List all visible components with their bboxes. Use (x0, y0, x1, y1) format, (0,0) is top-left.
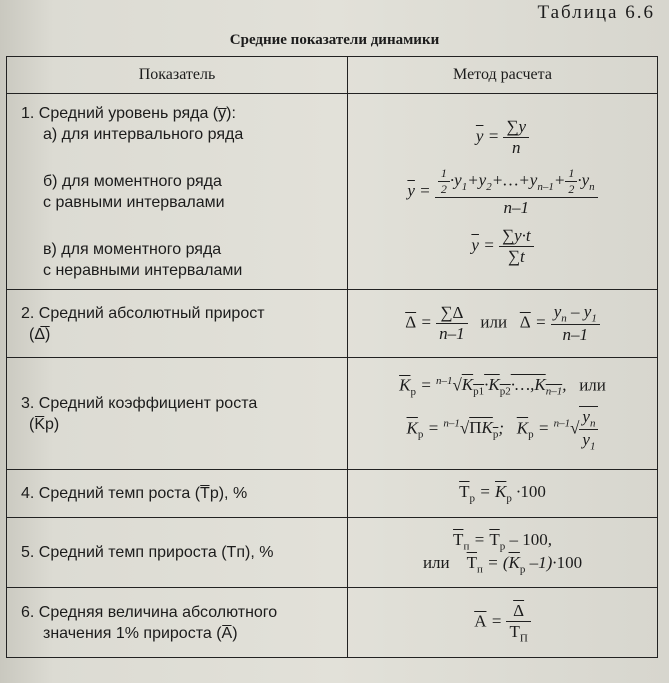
indicator-cell (7, 290, 348, 358)
hundred-value: 100 (522, 530, 548, 550)
header-indicator: Показатель (7, 57, 348, 94)
table-number: Таблица 6.6 (537, 2, 655, 23)
table-row (7, 358, 658, 470)
table-row (7, 290, 658, 358)
formula-interval: $\overline{y}$ = $\frac{\sum y}{n}$ (348, 113, 657, 162)
formula-cell (348, 518, 658, 588)
indicator-line: значения 1% прироста (A̅) (43, 624, 238, 642)
formula-cell (348, 94, 658, 290)
indicator-line: 5. Средний темп прироста (Tп), % (21, 544, 274, 561)
indicator-cell (7, 94, 348, 290)
header-row (7, 57, 658, 94)
indicator-line: (Δ̅) (29, 325, 51, 343)
or-word: или (480, 312, 508, 332)
indicator-cell (7, 518, 348, 588)
hundred-value: 100 (520, 482, 546, 502)
table-row (7, 588, 658, 658)
indicator-line: б) для моментного ряда (43, 172, 222, 190)
formula-moment-unequal: $\overline{y}$ = $\frac{\sum y\cdot t}{\sum t}$ (348, 222, 657, 271)
dynamics-table (6, 56, 658, 658)
indicator-cell (7, 588, 348, 658)
header-method: Метод расчета (348, 57, 658, 94)
formula-moment-equal: $\overline{y}$ = $\frac{1}{2}$ $\cdot y_1+y_2+\dots+y_{n-1}+$ $\frac{1}{2}$ $\cdot y_n$ n–1 (348, 162, 657, 222)
indicator-line: а) для интервального ряда (43, 125, 244, 143)
indicator-line: 1. Средний уровень ряда (y̅): (21, 104, 236, 122)
table-title: Средние показатели динамики (229, 32, 440, 48)
indicator-line: 6. Средняя величина абсолютного (21, 603, 278, 621)
formula-growth-coef-1: $\overline{K}_р$ = $^{n-1}√K_{р1}\cdot K_{р2}\cdot\dots,K_{n-1}$, или (399, 374, 606, 398)
or-word: или (422, 552, 450, 572)
indicator-line: 4. Средний темп роста (T̅р), % (21, 485, 248, 502)
table-row (7, 94, 658, 290)
indicator-cell (7, 358, 348, 470)
formula-growth-rate-1: $\overline{T}_п = \overline{T}_р - 100$, (453, 530, 552, 553)
formula-cell: $\overline{T}_р = \overline{K}_р \cdot 100$ (348, 470, 658, 518)
indicator-line: 3. Средний коэффициент роста (21, 394, 258, 412)
indicator-line: в) для моментного ряда (43, 240, 222, 258)
indicator-line: с неравными интервалами (43, 261, 243, 279)
indicator-cell (7, 470, 348, 518)
indicator-line: 2. Средний абсолютный прирост (21, 304, 265, 322)
or-word: или (579, 375, 606, 395)
formula-cell: $\overline{\Delta}$ = $\frac{\sum\Delta}{n-1}$ или $\overline{\Delta}$ = $\frac{y_n - y_1}{n-1}$ (348, 290, 658, 358)
formula-cell: $\overline{A}$ = $\frac{\overline{\Delta}}{\overline{T}_П}$ (348, 588, 658, 658)
hundred-value: 100 (556, 552, 583, 572)
formula-cell (348, 358, 658, 470)
indicator-line: с равными интервалами (43, 193, 225, 211)
table-row (7, 470, 658, 518)
indicator-line: (K̅р) (29, 415, 60, 433)
table-row (7, 518, 658, 588)
formula-growth-coef-2: $\overline{K}_р = ^{n-1}√\Pi K_р$; $\overline{K}_р = ^{n-1}√$ $\frac{y_n}{y_1}$ (348, 402, 657, 457)
formula-growth-rate-2: или $\overline{T}_п = (\overline{K}_р$ –1)·100 (422, 552, 583, 575)
